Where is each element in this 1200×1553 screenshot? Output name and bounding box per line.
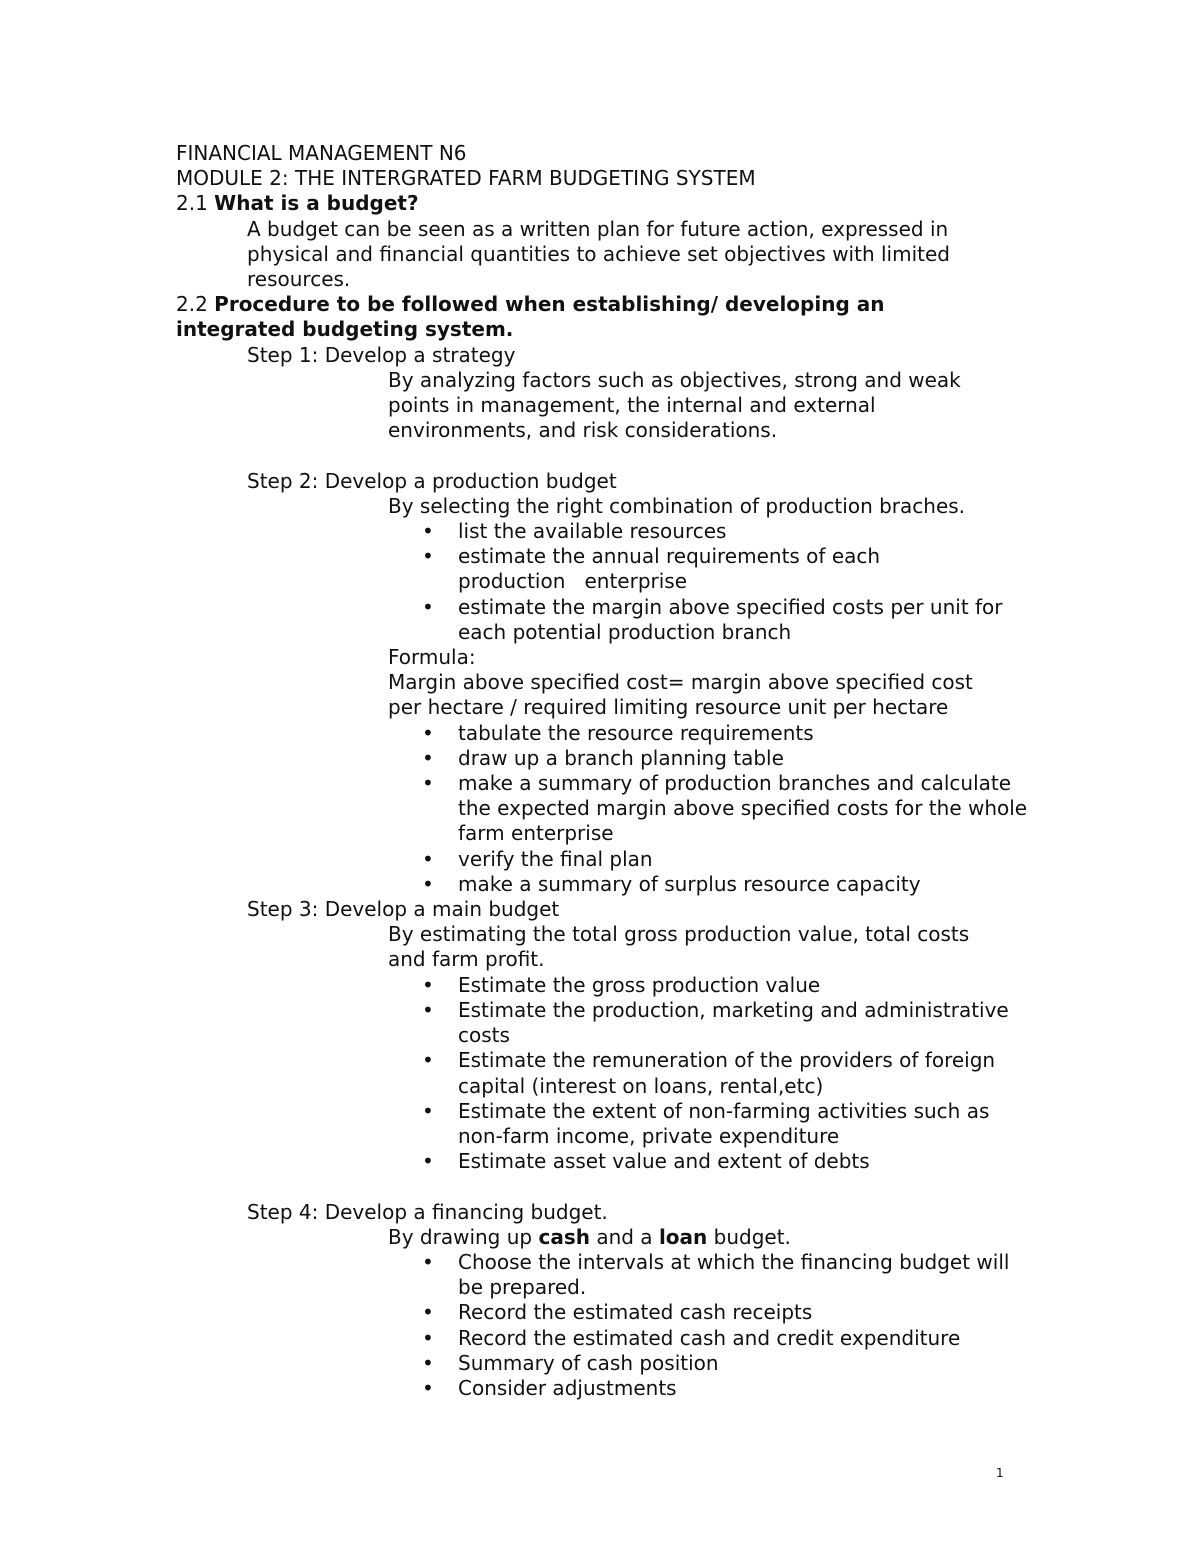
list-item-text: Record the estimated cash and credit expenditure	[458, 1325, 961, 1350]
list-item-text: Estimate the production, marketing and administrative costs	[458, 997, 1009, 1048]
step-2-title: Step 2: Develop a production budget	[247, 468, 617, 493]
list-item-text: list the available resources	[458, 519, 727, 544]
bullet-icon: •	[422, 1249, 434, 1274]
bullet-icon: •	[422, 1350, 434, 1375]
bullet-icon: •	[422, 1325, 434, 1350]
bullet-icon: •	[422, 997, 434, 1022]
bullet-icon: •	[422, 544, 434, 569]
section-title: Procedure to be followed when establishing/ developing an	[214, 292, 885, 317]
blank-line	[176, 443, 1056, 468]
list-item-text: Estimate the gross production value	[458, 972, 821, 997]
bullet-icon: •	[422, 846, 434, 871]
list-item	[176, 771, 1028, 847]
formula-line: Margin above specified cost= margin above specified cost	[388, 670, 973, 695]
bullet-icon: •	[422, 871, 434, 896]
step-2-desc: By selecting the right combination of production braches.	[388, 493, 966, 518]
document-page	[176, 141, 1056, 1401]
section-2-1-heading	[176, 191, 1056, 216]
desc-text: By drawing up	[388, 1224, 539, 1249]
paragraph-line: physical and financial quantities to achieve set objectives with limited	[247, 241, 950, 266]
formula-label: Formula:	[388, 645, 476, 670]
section-title: What is a budget?	[214, 191, 419, 216]
list-item-text: make a summary of production branches and calculate the expected margin above specified costs for the whole farm enterprise	[458, 771, 1028, 846]
document-title: FINANCIAL MANAGEMENT N6	[176, 141, 467, 165]
list-item-text: Summary of cash position	[458, 1350, 719, 1375]
list-item	[176, 746, 1028, 771]
list-item	[176, 998, 1028, 1048]
bullet-icon: •	[422, 519, 434, 544]
list-item-text: draw up a branch planning table	[458, 745, 784, 770]
bullet-icon: •	[422, 1149, 434, 1174]
section-2-2-heading-cont	[176, 317, 1056, 342]
formula-line: per hectare / required limiting resource unit per hectare	[388, 695, 949, 720]
list-item	[176, 519, 1028, 544]
list-item	[176, 1048, 1028, 1098]
step-3-desc: By estimating the total gross production value, total costs	[388, 922, 970, 947]
list-item	[176, 847, 1028, 872]
list-item	[176, 544, 1028, 594]
bullet-icon: •	[422, 1048, 434, 1073]
bullet-icon: •	[422, 1300, 434, 1325]
list-item	[176, 1250, 1028, 1300]
step-1-desc: points in management, the internal and external	[388, 393, 876, 418]
section-title-cont: integrated budgeting system.	[176, 317, 514, 342]
section-number: 2.1	[176, 191, 215, 216]
bullet-icon: •	[422, 1375, 434, 1400]
list-item	[176, 1099, 1028, 1149]
list-item-text: Record the estimated cash receipts	[458, 1300, 813, 1325]
bullet-icon: •	[422, 1098, 434, 1123]
bullet-icon: •	[422, 972, 434, 997]
step-1-desc: environments, and risk considerations.	[388, 418, 778, 443]
desc-text: and a	[589, 1224, 659, 1249]
step-4-title: Step 4: Develop a financing budget.	[247, 1199, 608, 1224]
list-item-text: Choose the intervals at which the financing budget will be prepared.	[458, 1249, 1010, 1300]
list-item	[176, 1376, 1028, 1401]
list-item	[176, 872, 1028, 897]
paragraph-line: A budget can be seen as a written plan for future action, expressed in	[247, 216, 949, 241]
list-item-text: Estimate the extent of non-farming activities such as non-farm income, private expenditure	[458, 1098, 990, 1148]
list-item-text: estimate the margin above specified costs per unit for each potential production branch	[458, 594, 1003, 644]
list-item-text: tabulate the resource requirements	[458, 720, 814, 745]
list-item	[176, 973, 1028, 998]
list-item	[176, 1300, 1028, 1325]
desc-bold-cash: cash	[538, 1224, 590, 1249]
bullet-icon: •	[422, 745, 434, 770]
list-item-text: Consider adjustments	[458, 1375, 677, 1400]
step-3-title: Step 3: Develop a main budget	[247, 897, 560, 922]
step-1-title: Step 1: Develop a strategy	[247, 342, 516, 367]
list-item-text: make a summary of surplus resource capacity	[458, 871, 921, 896]
module-heading: MODULE 2: THE INTERGRATED FARM BUDGETING SYSTEM	[176, 166, 756, 191]
blank-line	[176, 1174, 1056, 1199]
page-number: 1	[996, 1466, 1004, 1480]
bullet-icon: •	[422, 771, 434, 796]
step-4-desc	[176, 1225, 1056, 1250]
list-item	[176, 1326, 1028, 1351]
list-item	[176, 721, 1028, 746]
list-item	[176, 1351, 1028, 1376]
list-item-text: estimate the annual requirements of each production enterprise	[458, 544, 881, 594]
paragraph-line: resources.	[247, 267, 351, 292]
section-2-2-heading	[176, 292, 1056, 317]
step-1-desc: By analyzing factors such as objectives, strong and weak	[388, 367, 961, 392]
section-number: 2.2	[176, 292, 215, 317]
list-item-text: Estimate asset value and extent of debts	[458, 1149, 870, 1174]
list-item	[176, 1149, 1028, 1174]
list-item	[176, 595, 1028, 645]
step-3-desc: and farm profit.	[388, 947, 545, 972]
bullet-icon: •	[422, 594, 434, 619]
list-item-text: Estimate the remuneration of the providers of foreign capital (interest on loans, rental,etc)	[458, 1048, 996, 1098]
bullet-icon: •	[422, 720, 434, 745]
desc-text: budget.	[707, 1224, 791, 1249]
desc-bold-loan: loan	[658, 1224, 708, 1249]
list-item-text: verify the final plan	[458, 846, 653, 871]
